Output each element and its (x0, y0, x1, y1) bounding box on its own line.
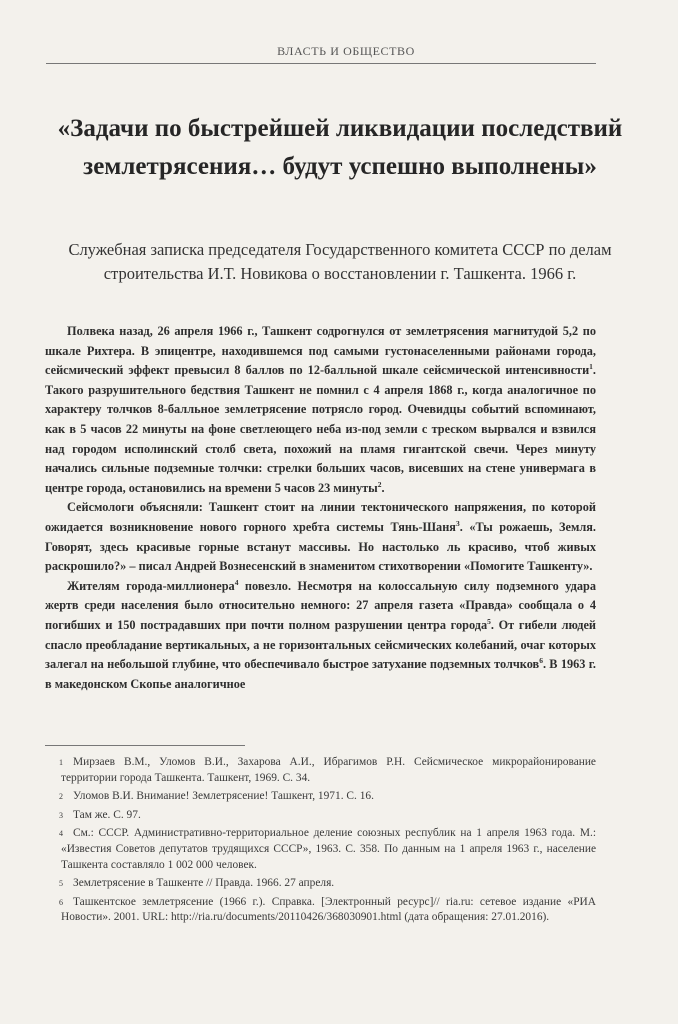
footnote-ref: 5 (487, 616, 491, 626)
article-title: «Задачи по быстрейшей ликвидации последствий землетрясения… будут успешно выполнены» (57, 115, 623, 180)
footnote-rule (45, 745, 245, 746)
footnote-text: Там же. С. 97. (73, 808, 141, 821)
body-text-run: . Такого разрушительного бедствия Ташкент не помнил с 4 апреля 1868 г., когда аналогичное по характеру толчков 8-балльное землетрясение потрясло город. Очевидцы событий вспоминают, как в 5 часов 22 минуты на фоне светлеющего неба из-под земли с треском вырвался и взвился над городом исполинский столб света, похожий на пламя гигантской свечи. Через минуту начались сильные подземные толчки: стрелки больших часов, висевших на стене универмага в центре города, остановились на времени 5 часов 23 минуты (45, 363, 596, 495)
footnote-number: 4 (59, 829, 63, 839)
footnote-4 (45, 826, 596, 873)
footnote-ref: 3 (455, 518, 460, 528)
footnote-text: Землетрясение в Ташкенте // Правда. 1966. 27 апреля. (73, 877, 335, 890)
body-text-run: . (381, 480, 385, 495)
body-paragraph-1 (45, 322, 596, 498)
footnote-number: 1 (59, 758, 63, 767)
footnote-text: Мирзаев В.М., Уломов В.И., Захарова А.И., Ибрагимов Р.Н. Сейсмическое микрорайонирование территории города Ташкента. Ташкент, 1969. С. 34. (61, 756, 596, 784)
footnote-number: 6 (59, 897, 63, 907)
footnote-ref: 2 (377, 479, 382, 489)
body-text-run: . В 1963 г. в македонском Скопье аналогичное (45, 657, 596, 691)
footnote-ref: 4 (234, 577, 239, 587)
body-paragraph-2 (45, 498, 596, 576)
footnote-6 (45, 895, 596, 926)
header-rule (46, 63, 596, 64)
footnote-text: См.: СССР. Административно-территориальное деление союзных республик на 1 апреля 1963 года. М.: «Известия Советов депутатов трудящихся СССР», 1963. С. 358. По данным на 1 апреля 1963 г., население Ташкента составляло 1 002 000 человек. (61, 827, 596, 871)
article-body (45, 322, 596, 694)
body-text-run: Жителям города-миллионера (67, 578, 235, 593)
body-text-run: повезло. Несмотря на колоссальную силу подземного удара жертв среди населения было относительно немного: 27 апреля газета «Правда» сообщала о 4 погибших и 150 пострадавших при почти полном разрушении центра города (45, 578, 596, 632)
footnote-5 (45, 876, 596, 892)
footnotes (45, 755, 596, 929)
running-header: ВЛАСТЬ И ОБЩЕСТВО (277, 44, 415, 58)
footnote-text: Ташкентское землетрясение (1966 г.). Справка. [Электронный ресурс]// ria.ru: сетевое издание «РИА Новости». 2001. URL: http://ria.ru/documents/20110426/368030901.html (дата обращения: 27.01.2016). (61, 895, 596, 924)
body-text-run: . От гибели людей спасло преобладание вертикальных, а не горизонтальных сейсмических колебаний, очаг которых залегал на небольшой глубине, что обеспечивало быстрое затухание подземных толчков (45, 617, 596, 672)
footnote-number: 2 (59, 792, 63, 802)
body-paragraph-3 (45, 577, 596, 695)
footnote-ref: 1 (589, 362, 593, 372)
footnote-text: Уломов В.И. Внимание! Землетрясение! Ташкент, 1971. С. 16. (73, 790, 374, 803)
footnote-2 (45, 789, 596, 805)
body-text-run: . «Ты рожаешь, Земля. Говорят, здесь красивые горные встанут массивы. Но настолько ль красиво, чтоб живых раскрошило?» – писал Андрей Вознесенский в знаменитом стихотворении «Помогите Ташкенту». (45, 519, 597, 574)
footnote-3 (45, 808, 596, 824)
footnote-1 (45, 755, 596, 786)
body-text-run: Полвека назад, 26 апреля 1966 г., Ташкент содрогнулся от землетрясения магнитудой 5,2 по шкале Рихтера. В эпицентре, находившемся под самыми густонаселенными районами города, сейсмический эффект превысил 8 баллов по 12-балльной шкале сейсмической интенсивности (45, 324, 596, 378)
article-subtitle: Служебная записка председателя Государственного комитета СССР по делам строительства И.Т. Новикова о восстановлении г. Ташкента. 1966 г. (68, 240, 612, 283)
body-text-run: Сейсмологи объясняли: Ташкент стоит на линии тектонического напряжения, по которой ожидается возникновение нового горного хребта системы Тянь-Шаня (45, 500, 596, 534)
footnote-number: 3 (59, 810, 63, 820)
footnote-number: 5 (59, 879, 63, 889)
footnote-ref: 6 (539, 656, 543, 665)
